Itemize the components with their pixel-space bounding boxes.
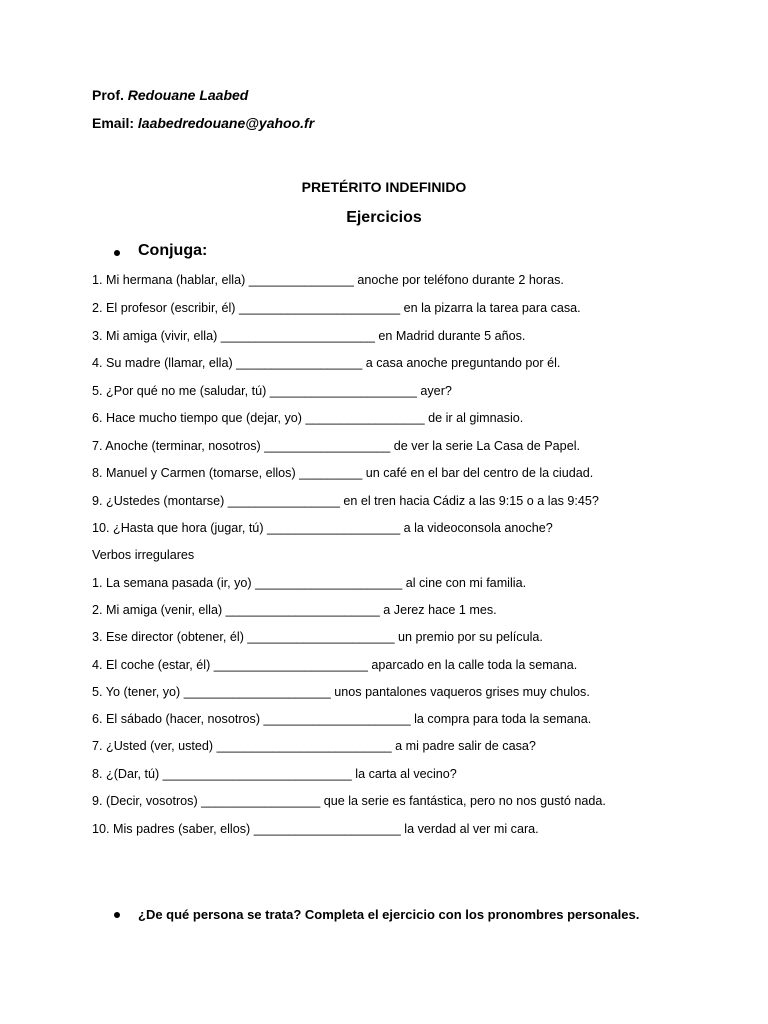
- document-title: PRETÉRITO INDEFINIDO: [301, 179, 467, 195]
- section-heading-conjuga: [118, 242, 207, 260]
- exercise-item: 2. Mi amiga (venir, ella) ______________________ a Jerez hace 1 mes.: [92, 603, 497, 617]
- exercise-item: 9. ¿Ustedes (montarse) ________________ en el tren hacia Cádiz a las 9:15 o a las 9:45?: [92, 494, 599, 508]
- exercise-item: 3. Ese director (obtener, él) _____________________ un premio por su película.: [92, 630, 543, 644]
- author-prefix: Prof.: [92, 87, 124, 103]
- exercise-item: 4. El coche (estar, él) ______________________ aparcado en la calle toda la semana.: [92, 658, 578, 672]
- exercise-item: 9. (Decir, vosotros) _________________ que la serie es fantástica, pero no nos gustó nada.: [92, 794, 606, 808]
- section-heading-text: ¿De qué persona se trata? Completa el ejercicio con los pronombres personales.: [138, 907, 640, 922]
- exercise-item: 8. ¿(Dar, tú) ___________________________ la carta al vecino?: [92, 767, 457, 781]
- exercise-item: 7. ¿Usted (ver, usted) _________________________ a mi padre salir de casa?: [92, 739, 536, 753]
- exercise-item: 1. La semana pasada (ir, yo) _____________________ al cine con mi familia.: [92, 576, 527, 590]
- exercise-item: 5. ¿Por qué no me (saludar, tú) _____________________ ayer?: [92, 384, 452, 398]
- exercise-item: 5. Yo (tener, yo) _____________________ unos pantalones vaqueros grises muy chulos.: [92, 685, 590, 699]
- exercise-item: 2. El profesor (escribir, él) _______________________ en la pizarra la tarea para casa.: [92, 301, 581, 315]
- email-prefix: Email:: [92, 115, 135, 131]
- bullet-icon: [114, 250, 120, 256]
- exercise-item: 7. Anoche (terminar, nosotros) __________________ de ver la serie La Casa de Papel.: [92, 439, 580, 453]
- section-heading-pronombres: [118, 907, 639, 922]
- exercise-item: 8. Manuel y Carmen (tomarse, ellos) _________ un café en el bar del centro de la ciudad.: [92, 466, 594, 480]
- exercise-item: 10. Mis padres (saber, ellos) _____________________ la verdad al ver mi cara.: [92, 822, 539, 836]
- exercise-item: 6. Hace mucho tiempo que (dejar, yo) _________________ de ir al gimnasio.: [92, 411, 524, 425]
- author-line: [92, 87, 248, 103]
- email-address: laabedredouane@yahoo.fr: [137, 115, 315, 131]
- exercise-item: 6. El sábado (hacer, nosotros) _____________________ la compra para toda la semana.: [92, 712, 592, 726]
- section-heading-text: Conjuga:: [138, 242, 208, 259]
- email-line: [92, 115, 314, 131]
- exercise-item: 3. Mi amiga (vivir, ella) ______________________ en Madrid durante 5 años.: [92, 329, 526, 343]
- exercise-item: 1. Mi hermana (hablar, ella) _______________ anoche por teléfono durante 2 horas.: [92, 273, 564, 287]
- author-name: Redouane Laabed: [127, 87, 249, 103]
- exercise-item: 10. ¿Hasta que hora (jugar, tú) ___________________ a la videoconsola anoche?: [92, 521, 553, 535]
- section-label-irregulares: Verbos irregulares: [92, 548, 195, 562]
- document-subtitle: Ejercicios: [346, 209, 422, 226]
- bullet-icon: [114, 912, 120, 918]
- exercise-item: 4. Su madre (llamar, ella) __________________ a casa anoche preguntando por él.: [92, 356, 561, 370]
